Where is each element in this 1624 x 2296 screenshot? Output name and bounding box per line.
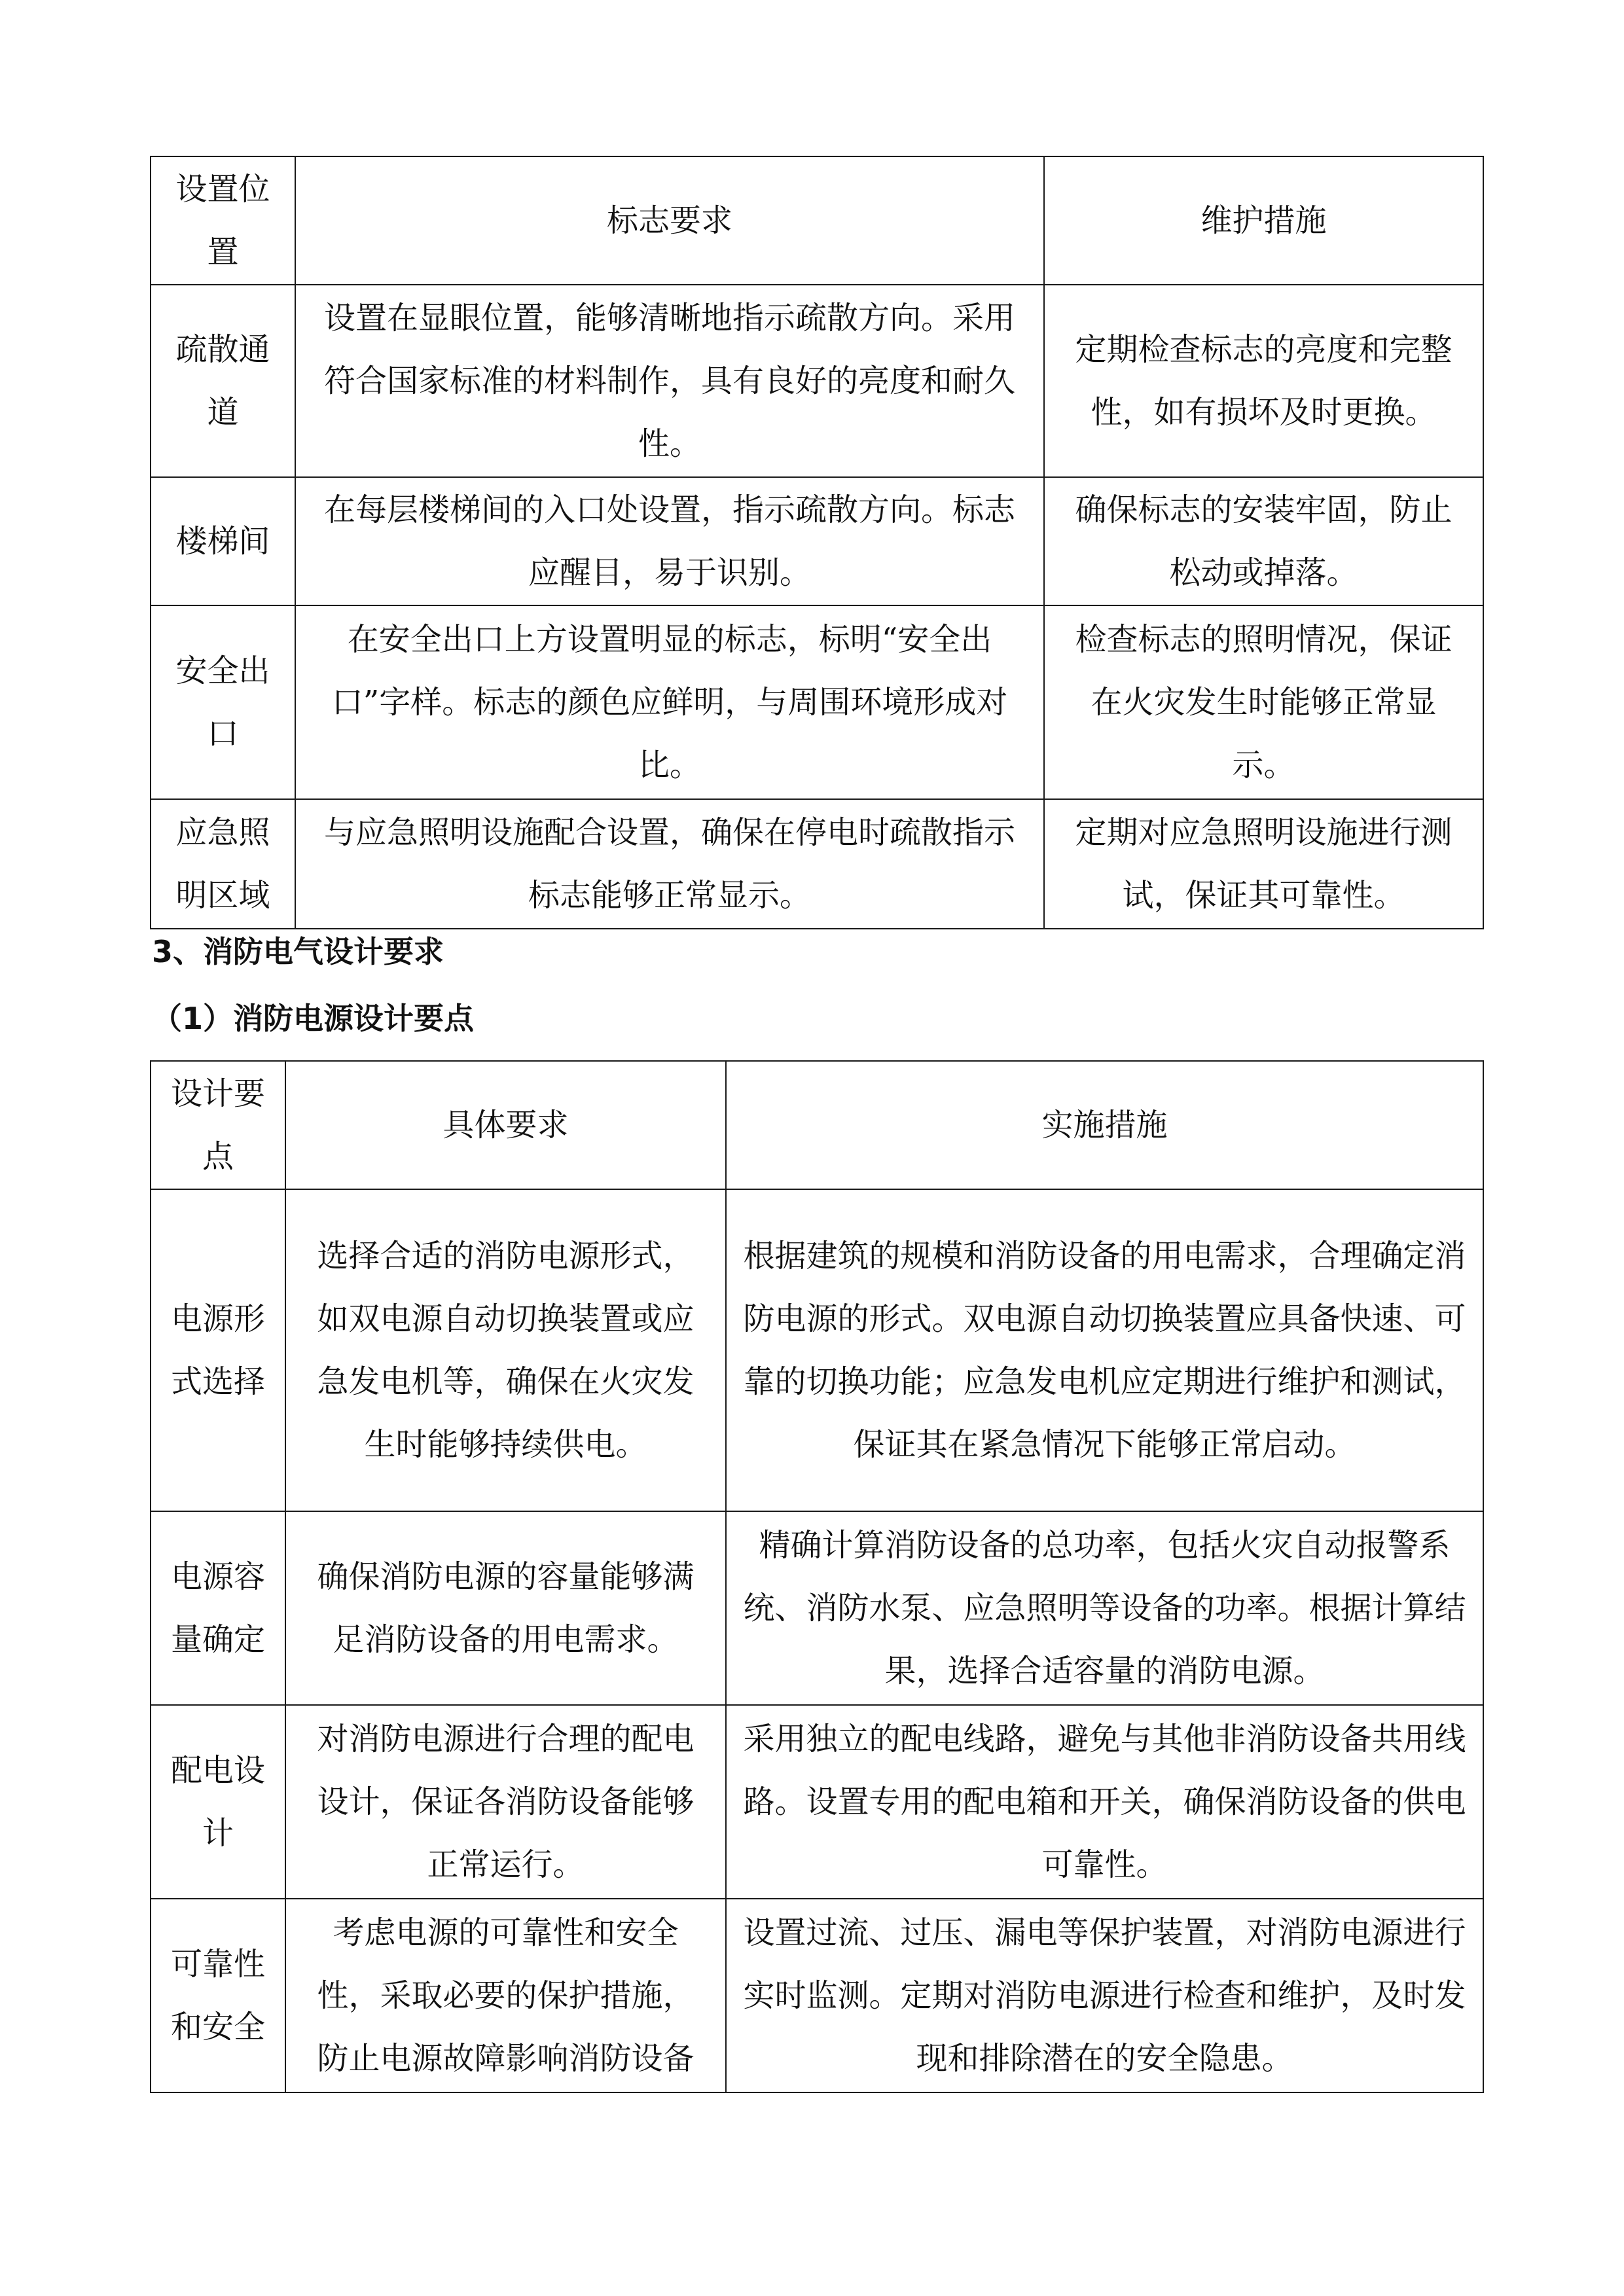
point-cell: 电源容量确定 xyxy=(151,1511,285,1705)
subsection-heading: （1）消防电源设计要点 xyxy=(152,1001,475,1036)
requirement-cell: 在每层楼梯间的入口处设置，指示疏散方向。标志应醒目，易于识别。 xyxy=(295,477,1044,605)
point-cell: 电源形式选择 xyxy=(151,1189,285,1511)
requirement-cell: 选择合适的消防电源形式，如双电源自动切换装置或应急发电机等，确保在火灾发生时能够持续供电。 xyxy=(285,1189,726,1511)
signs-table xyxy=(150,156,1484,929)
section-heading: 3、消防电气设计要求 xyxy=(152,934,444,969)
maintenance-cell: 检查标志的照明情况，保证在火灾发生时能够正常显示。 xyxy=(1044,605,1483,799)
location-cell: 疏散通道 xyxy=(151,285,295,477)
table-row xyxy=(151,1511,1483,1705)
location-cell: 楼梯间 xyxy=(151,477,295,605)
header-cell: 设计要点 xyxy=(151,1061,285,1189)
maintenance-cell: 定期对应急照明设施进行测试，保证其可靠性。 xyxy=(1044,799,1483,929)
maintenance-cell: 确保标志的安装牢固，防止松动或掉落。 xyxy=(1044,477,1483,605)
requirement-cell: 设置在显眼位置，能够清晰地指示疏散方向。采用符合国家标准的材料制作，具有良好的亮度和耐久性。 xyxy=(295,285,1044,477)
point-cell: 配电设计 xyxy=(151,1705,285,1899)
table-row xyxy=(151,1705,1483,1899)
location-cell: 应急照明区域 xyxy=(151,799,295,929)
requirement-cell: 在安全出口上方设置明显的标志，标明“安全出口”字样。标志的颜色应鲜明，与周围环境形成对比。 xyxy=(295,605,1044,799)
table-row xyxy=(151,1189,1483,1511)
table-header-row xyxy=(151,156,1483,285)
measure-cell: 根据建筑的规模和消防设备的用电需求，合理确定消防电源的形式。双电源自动切换装置应具备快速、可靠的切换功能；应急发电机应定期进行维护和测试，保证其在紧急情况下能够正常启动。 xyxy=(726,1189,1483,1511)
requirement-cell: 对消防电源进行合理的配电设计，保证各消防设备能够正常运行。 xyxy=(285,1705,726,1899)
requirement-cell: 与应急照明设施配合设置，确保在停电时疏散指示标志能够正常显示。 xyxy=(295,799,1044,929)
measure-cell: 设置过流、过压、漏电等保护装置，对消防电源进行实时监测。定期对消防电源进行检查和维护，及时发现和排除潜在的安全隐患。 xyxy=(726,1899,1483,2092)
header-cell: 标志要求 xyxy=(295,156,1044,285)
table-row xyxy=(151,605,1483,799)
header-cell: 维护措施 xyxy=(1044,156,1483,285)
measure-cell: 采用独立的配电线路，避免与其他非消防设备共用线路。设置专用的配电箱和开关，确保消防设备的供电可靠性。 xyxy=(726,1705,1483,1899)
header-cell: 具体要求 xyxy=(285,1061,726,1189)
table-row xyxy=(151,799,1483,929)
table-row xyxy=(151,1899,1483,2092)
header-cell: 设置位置 xyxy=(151,156,295,285)
requirement-cell: 考虑电源的可靠性和安全性，采取必要的保护措施，防止电源故障影响消防设备 xyxy=(285,1899,726,2092)
table-row xyxy=(151,477,1483,605)
point-cell: 可靠性和安全 xyxy=(151,1899,285,2092)
maintenance-cell: 定期检查标志的亮度和完整性，如有损坏及时更换。 xyxy=(1044,285,1483,477)
location-cell: 安全出口 xyxy=(151,605,295,799)
table-row xyxy=(151,285,1483,477)
power-table xyxy=(150,1060,1484,2093)
requirement-cell: 确保消防电源的容量能够满足消防设备的用电需求。 xyxy=(285,1511,726,1705)
header-cell: 实施措施 xyxy=(726,1061,1483,1189)
table-header-row xyxy=(151,1061,1483,1189)
measure-cell: 精确计算消防设备的总功率，包括火灾自动报警系统、消防水泵、应急照明等设备的功率。根据计算结果，选择合适容量的消防电源。 xyxy=(726,1511,1483,1705)
